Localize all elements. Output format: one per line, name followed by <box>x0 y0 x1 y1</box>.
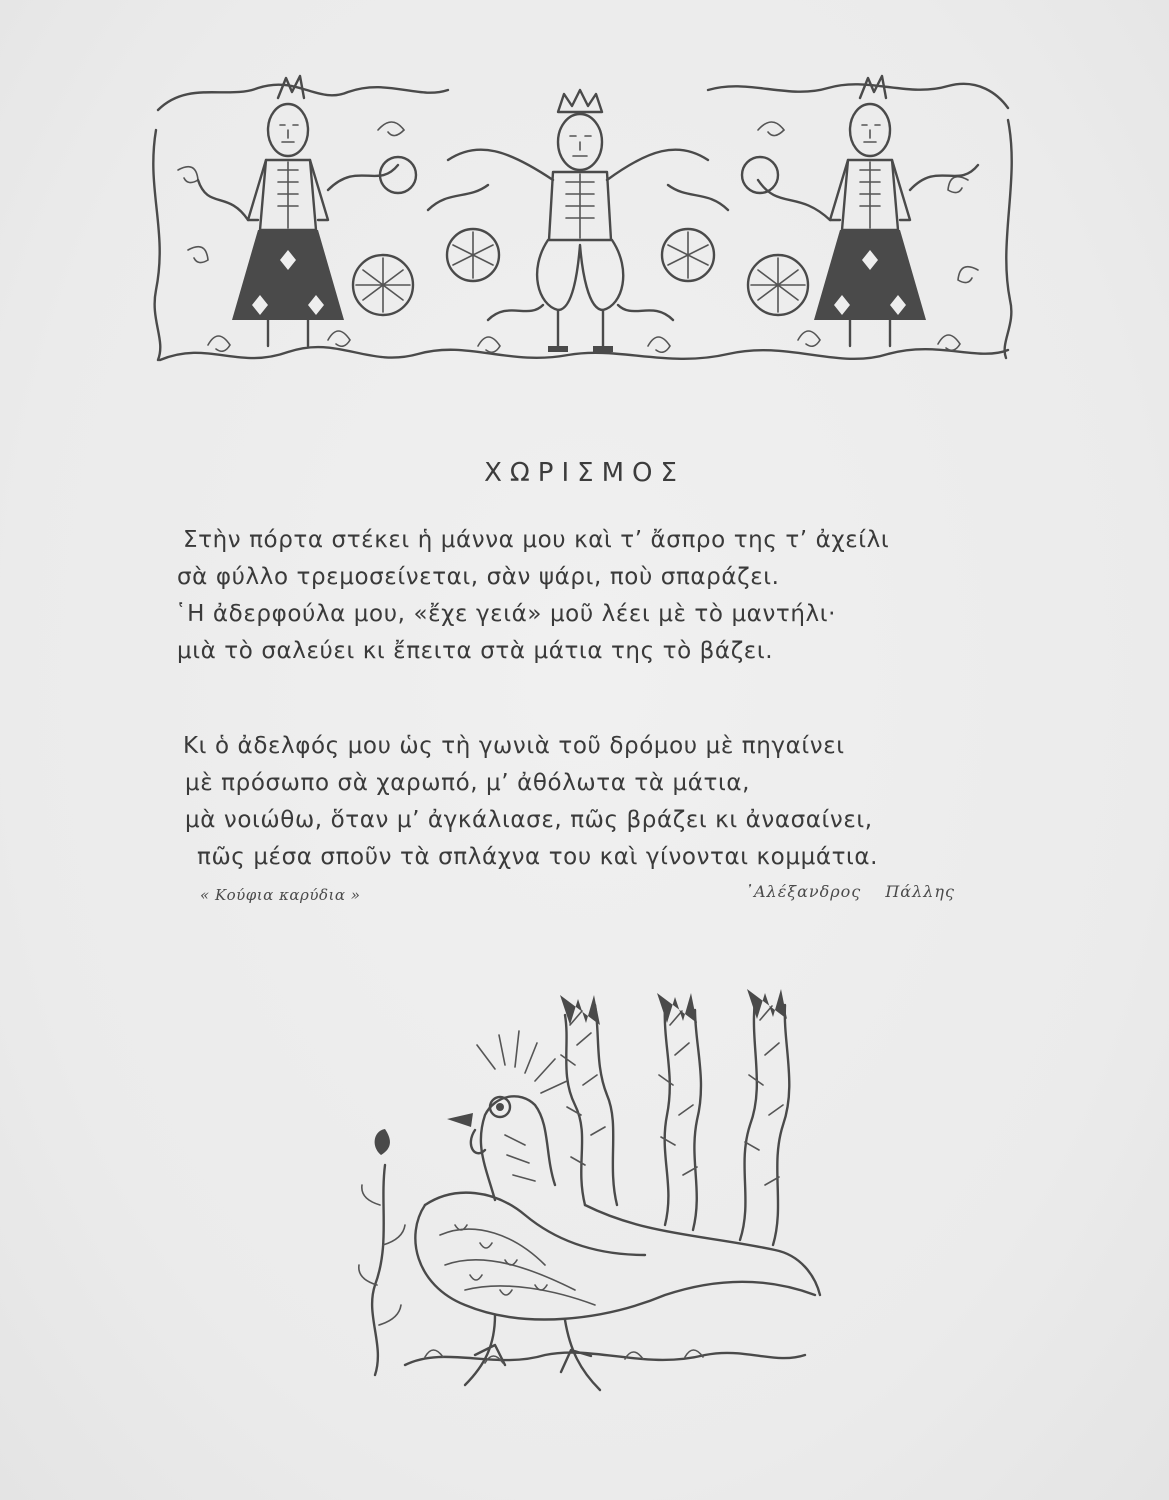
center-dancer-figure <box>448 90 708 352</box>
poem-title: ΧΩΡΙΣΜΟΣ <box>484 458 685 488</box>
verse-line: μιὰ τὸ σαλεύει κι ἔπειτα στὰ μάτια της τὸ βάζει. <box>177 638 774 664</box>
folk-dancers-woodcut-icon <box>148 70 1016 380</box>
tail-plumes <box>560 989 820 1295</box>
rooster-body <box>415 1031 815 1390</box>
verse-line: ῾Η ἀδερφούλα μου, «ἔχε γειά» μοῦ λέει μὲ τὸ μαντήλι· <box>175 601 837 627</box>
left-dancer-figure <box>198 76 398 346</box>
verse-line: Στὴν πόρτα στέκει ἡ μάννα μου καὶ τ’ ἄσπρο της τ’ ἀχείλι <box>183 527 890 553</box>
author-name: ᾿Αλέξανδρος Πάλλης <box>745 882 955 901</box>
rooster-woodcut-icon <box>345 985 825 1405</box>
verse-line: σὰ φύλλο τρεμοσείνεται, σὰν ψάρι, ποὺ σπαράζει. <box>177 564 780 590</box>
right-dancer-figure <box>758 76 978 346</box>
verse-line: μὲ πρόσωπο σὰ χαρωπό, μ’ ἀθόλωτα τὰ μάτια, <box>185 770 751 796</box>
stanza-2 <box>175 728 1055 876</box>
verse-line: μὰ νοιώθω, ὅταν μ’ ἀγκάλιασε, πῶς βράζει κι ἀνασαίνει, <box>185 807 873 833</box>
stanza-1 <box>175 522 1055 670</box>
verse-line: πῶς μέσα σποῦν τὰ σπλάχνα του καὶ γίνονται κομμάτια. <box>197 844 879 870</box>
source-note: « Κούφια καρύδια » <box>200 886 361 904</box>
verse-line: Κι ὁ ἀδελφός μου ὡς τὴ γωνιὰ τοῦ δρόμου μὲ πηγαίνει <box>183 733 845 759</box>
